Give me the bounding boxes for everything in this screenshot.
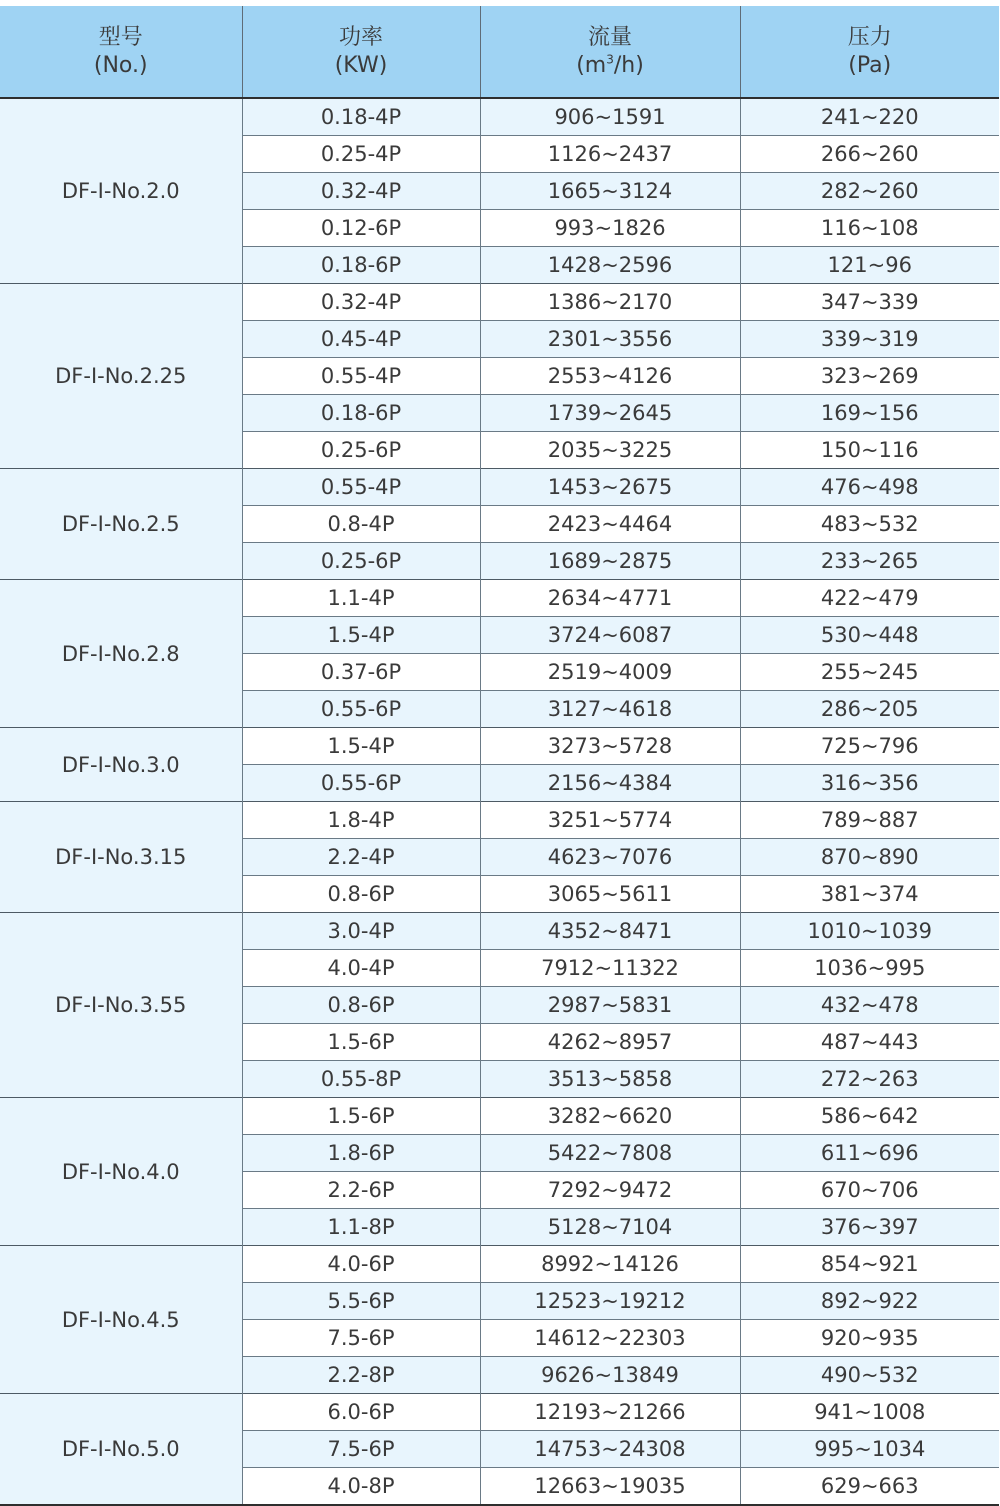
power-cell: 2.2-6P bbox=[242, 1172, 480, 1209]
flow-cell: 2553~4126 bbox=[480, 358, 740, 395]
table-row bbox=[0, 469, 999, 506]
pressure-cell: 316~356 bbox=[740, 765, 999, 802]
flow-cell: 4352~8471 bbox=[480, 913, 740, 950]
power-cell: 0.8-6P bbox=[242, 987, 480, 1024]
pressure-cell: 530~448 bbox=[740, 617, 999, 654]
flow-cell: 3724~6087 bbox=[480, 617, 740, 654]
header-model-unit: (No.) bbox=[93, 52, 148, 78]
model-cell: DF-I-No.3.55 bbox=[0, 913, 242, 1098]
flow-cell: 3513~5858 bbox=[480, 1061, 740, 1098]
power-cell: 2.2-8P bbox=[242, 1357, 480, 1394]
pressure-cell: 476~498 bbox=[740, 469, 999, 506]
pressure-cell: 725~796 bbox=[740, 728, 999, 765]
header-pressure-title: 压力 bbox=[847, 24, 892, 50]
flow-cell: 2987~5831 bbox=[480, 987, 740, 1024]
pressure-cell: 487~443 bbox=[740, 1024, 999, 1061]
header-power bbox=[242, 6, 480, 98]
table-row bbox=[0, 728, 999, 765]
power-cell: 5.5-6P bbox=[242, 1283, 480, 1320]
power-cell: 1.5-4P bbox=[242, 617, 480, 654]
flow-cell: 2423~4464 bbox=[480, 506, 740, 543]
power-cell: 1.1-4P bbox=[242, 580, 480, 617]
power-cell: 7.5-6P bbox=[242, 1431, 480, 1468]
pressure-cell: 272~263 bbox=[740, 1061, 999, 1098]
pressure-cell: 266~260 bbox=[740, 136, 999, 173]
flow-cell: 2519~4009 bbox=[480, 654, 740, 691]
power-cell: 0.18-6P bbox=[242, 247, 480, 284]
table-row bbox=[0, 98, 999, 136]
flow-cell: 12193~21266 bbox=[480, 1394, 740, 1431]
pressure-cell: 422~479 bbox=[740, 580, 999, 617]
model-cell: DF-I-No.4.0 bbox=[0, 1098, 242, 1246]
flow-cell: 3065~5611 bbox=[480, 876, 740, 913]
pressure-cell: 169~156 bbox=[740, 395, 999, 432]
flow-cell: 2035~3225 bbox=[480, 432, 740, 469]
flow-cell: 7912~11322 bbox=[480, 950, 740, 987]
power-cell: 7.5-6P bbox=[242, 1320, 480, 1357]
header-row bbox=[0, 6, 999, 98]
pressure-cell: 121~96 bbox=[740, 247, 999, 284]
flow-cell: 906~1591 bbox=[480, 98, 740, 136]
table-body bbox=[0, 98, 999, 1505]
power-cell: 0.32-4P bbox=[242, 284, 480, 321]
pressure-cell: 150~116 bbox=[740, 432, 999, 469]
pressure-cell: 339~319 bbox=[740, 321, 999, 358]
table-row bbox=[0, 284, 999, 321]
header-flow-unit-suffix: /h) bbox=[613, 52, 644, 78]
power-cell: 1.5-4P bbox=[242, 728, 480, 765]
power-cell: 0.8-4P bbox=[242, 506, 480, 543]
header-flow-unit-sup: 3 bbox=[606, 52, 614, 67]
pressure-cell: 629~663 bbox=[740, 1468, 999, 1506]
power-cell: 0.55-4P bbox=[242, 469, 480, 506]
model-cell: DF-I-No.5.0 bbox=[0, 1394, 242, 1506]
flow-cell: 14612~22303 bbox=[480, 1320, 740, 1357]
pressure-cell: 381~374 bbox=[740, 876, 999, 913]
header-flow-title: 流量 bbox=[587, 24, 632, 50]
pressure-cell: 920~935 bbox=[740, 1320, 999, 1357]
power-cell: 0.37-6P bbox=[242, 654, 480, 691]
table-row bbox=[0, 1394, 999, 1431]
pressure-cell: 347~339 bbox=[740, 284, 999, 321]
flow-cell: 1428~2596 bbox=[480, 247, 740, 284]
flow-cell: 8992~14126 bbox=[480, 1246, 740, 1283]
power-cell: 2.2-4P bbox=[242, 839, 480, 876]
model-cell: DF-I-No.2.8 bbox=[0, 580, 242, 728]
table-row bbox=[0, 580, 999, 617]
flow-cell: 9626~13849 bbox=[480, 1357, 740, 1394]
pressure-cell: 789~887 bbox=[740, 802, 999, 839]
power-cell: 0.18-4P bbox=[242, 98, 480, 136]
header-pressure-unit: (Pa) bbox=[848, 52, 892, 78]
flow-cell: 3273~5728 bbox=[480, 728, 740, 765]
header-flow bbox=[480, 6, 740, 98]
flow-cell: 3282~6620 bbox=[480, 1098, 740, 1135]
pressure-cell: 490~532 bbox=[740, 1357, 999, 1394]
flow-cell: 993~1826 bbox=[480, 210, 740, 247]
flow-cell: 5422~7808 bbox=[480, 1135, 740, 1172]
power-cell: 4.0-8P bbox=[242, 1468, 480, 1506]
power-cell: 0.55-4P bbox=[242, 358, 480, 395]
table-row bbox=[0, 802, 999, 839]
table-row bbox=[0, 913, 999, 950]
flow-cell: 12663~19035 bbox=[480, 1468, 740, 1506]
flow-cell: 14753~24308 bbox=[480, 1431, 740, 1468]
flow-cell: 1453~2675 bbox=[480, 469, 740, 506]
flow-cell: 1665~3124 bbox=[480, 173, 740, 210]
pressure-cell: 116~108 bbox=[740, 210, 999, 247]
table-header bbox=[0, 6, 999, 98]
model-cell: DF-I-No.3.0 bbox=[0, 728, 242, 802]
table-row bbox=[0, 1246, 999, 1283]
model-cell: DF-I-No.2.25 bbox=[0, 284, 242, 469]
power-cell: 1.8-6P bbox=[242, 1135, 480, 1172]
header-power-title: 功率 bbox=[338, 24, 383, 50]
pressure-cell: 432~478 bbox=[740, 987, 999, 1024]
pressure-cell: 586~642 bbox=[740, 1098, 999, 1135]
pressure-cell: 1036~995 bbox=[740, 950, 999, 987]
flow-cell: 5128~7104 bbox=[480, 1209, 740, 1246]
model-cell: DF-I-No.4.5 bbox=[0, 1246, 242, 1394]
power-cell: 0.25-6P bbox=[242, 432, 480, 469]
header-flow-unit-prefix: (m bbox=[576, 52, 607, 78]
power-cell: 0.55-8P bbox=[242, 1061, 480, 1098]
header-flow-unit bbox=[481, 52, 740, 80]
flow-cell: 3251~5774 bbox=[480, 802, 740, 839]
pressure-cell: 1010~1039 bbox=[740, 913, 999, 950]
model-cell: DF-I-No.2.0 bbox=[0, 98, 242, 284]
power-cell: 0.55-6P bbox=[242, 765, 480, 802]
power-cell: 3.0-4P bbox=[242, 913, 480, 950]
power-cell: 1.5-6P bbox=[242, 1024, 480, 1061]
power-cell: 0.8-6P bbox=[242, 876, 480, 913]
power-cell: 0.12-6P bbox=[242, 210, 480, 247]
pressure-cell: 286~205 bbox=[740, 691, 999, 728]
pressure-cell: 241~220 bbox=[740, 98, 999, 136]
flow-cell: 7292~9472 bbox=[480, 1172, 740, 1209]
flow-cell: 1126~2437 bbox=[480, 136, 740, 173]
pressure-cell: 255~245 bbox=[740, 654, 999, 691]
pressure-cell: 233~265 bbox=[740, 543, 999, 580]
header-model bbox=[0, 6, 242, 98]
flow-cell: 12523~19212 bbox=[480, 1283, 740, 1320]
model-cell: DF-I-No.2.5 bbox=[0, 469, 242, 580]
pressure-cell: 941~1008 bbox=[740, 1394, 999, 1431]
flow-cell: 2634~4771 bbox=[480, 580, 740, 617]
model-cell: DF-I-No.3.15 bbox=[0, 802, 242, 913]
table-row bbox=[0, 1098, 999, 1135]
power-cell: 1.8-4P bbox=[242, 802, 480, 839]
header-pressure bbox=[740, 6, 999, 98]
flow-cell: 4623~7076 bbox=[480, 839, 740, 876]
power-cell: 0.25-6P bbox=[242, 543, 480, 580]
fan-spec-table bbox=[0, 6, 999, 1506]
pressure-cell: 323~269 bbox=[740, 358, 999, 395]
power-cell: 6.0-6P bbox=[242, 1394, 480, 1431]
pressure-cell: 611~696 bbox=[740, 1135, 999, 1172]
power-cell: 1.5-6P bbox=[242, 1098, 480, 1135]
flow-cell: 2156~4384 bbox=[480, 765, 740, 802]
pressure-cell: 282~260 bbox=[740, 173, 999, 210]
pressure-cell: 892~922 bbox=[740, 1283, 999, 1320]
flow-cell: 1739~2645 bbox=[480, 395, 740, 432]
pressure-cell: 870~890 bbox=[740, 839, 999, 876]
pressure-cell: 995~1034 bbox=[740, 1431, 999, 1468]
power-cell: 0.25-4P bbox=[242, 136, 480, 173]
power-cell: 0.18-6P bbox=[242, 395, 480, 432]
flow-cell: 3127~4618 bbox=[480, 691, 740, 728]
pressure-cell: 854~921 bbox=[740, 1246, 999, 1283]
power-cell: 4.0-4P bbox=[242, 950, 480, 987]
pressure-cell: 483~532 bbox=[740, 506, 999, 543]
flow-cell: 1386~2170 bbox=[480, 284, 740, 321]
flow-cell: 4262~8957 bbox=[480, 1024, 740, 1061]
header-model-title: 型号 bbox=[98, 24, 143, 50]
flow-cell: 2301~3556 bbox=[480, 321, 740, 358]
pressure-cell: 670~706 bbox=[740, 1172, 999, 1209]
power-cell: 0.45-4P bbox=[242, 321, 480, 358]
power-cell: 1.1-8P bbox=[242, 1209, 480, 1246]
pressure-cell: 376~397 bbox=[740, 1209, 999, 1246]
power-cell: 0.32-4P bbox=[242, 173, 480, 210]
power-cell: 0.55-6P bbox=[242, 691, 480, 728]
flow-cell: 1689~2875 bbox=[480, 543, 740, 580]
header-power-unit: (KW) bbox=[334, 52, 388, 78]
power-cell: 4.0-6P bbox=[242, 1246, 480, 1283]
